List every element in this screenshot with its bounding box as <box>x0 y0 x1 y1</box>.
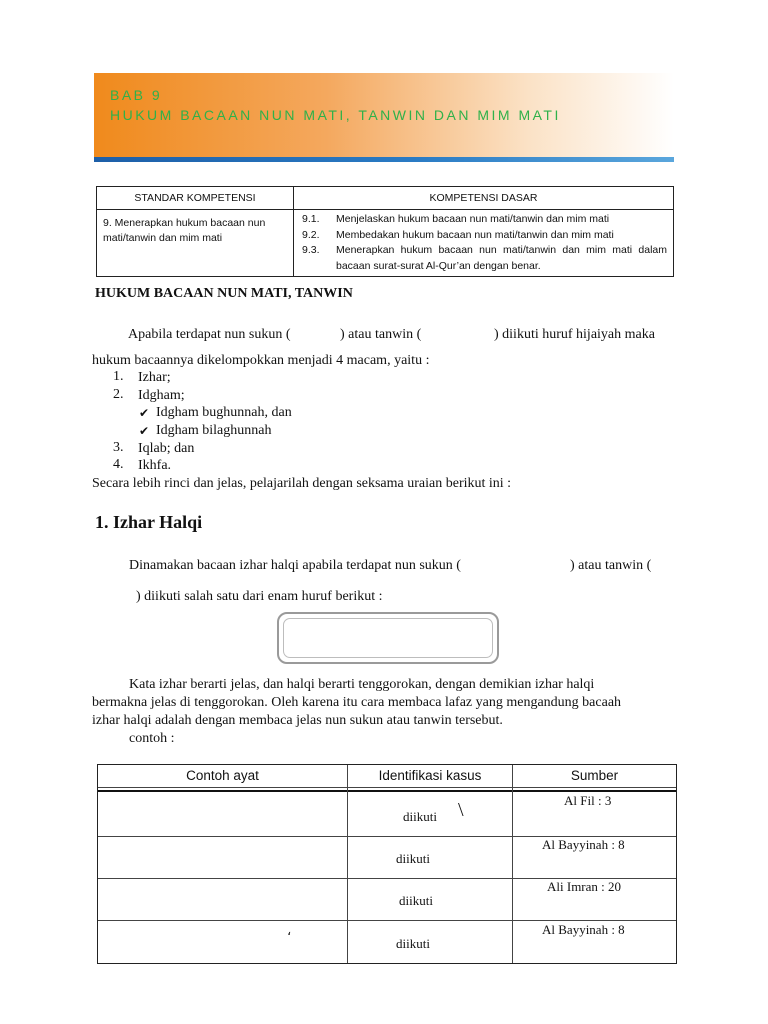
intro-closing: Secara lebih rinci dan jelas, pelajarilah dengan seksama uraian berikut ini : <box>92 476 512 491</box>
list-item-iqlab: Iqlab; dan <box>138 441 195 456</box>
list-number: 1. <box>113 369 124 384</box>
izhar-explain-2: bermakna jelas di tenggorokan. Oleh karena itu cara membaca lafaz yang mengandung bacaah <box>92 695 622 710</box>
competency-item: 9.2. Membedakan hukum bacaan nun mati/tanwin dan mim mati <box>302 228 614 241</box>
list-number: 3. <box>113 440 124 455</box>
row-kasus: diikuti <box>403 809 437 824</box>
intro-line2: hukum bacaannya dikelompokkan menjadi 4 macam, yaitu : <box>92 353 430 368</box>
list-number: 2. <box>113 387 124 402</box>
basic-competency-header: KOMPETENSI DASAR <box>294 187 674 210</box>
check-icon: ✔ <box>139 406 150 420</box>
izhar-title: 1. Izhar Halqi <box>95 512 203 532</box>
chapter-banner <box>94 73 674 157</box>
list-item-ikhfa: Ikhfa. <box>138 458 172 473</box>
contoh-label: contoh : <box>129 731 175 746</box>
row-sumber: Al Bayyinah : 8 <box>542 837 625 852</box>
competency-item: 9.1. Menjelaskan hukum bacaan nun mati/tanwin dan mim mati <box>302 213 610 225</box>
letters-frame <box>277 612 499 664</box>
header-identifikasi: Identifikasi kasus <box>378 768 482 783</box>
row-mark: \ <box>458 799 464 821</box>
banner-rule <box>94 157 674 162</box>
list-item-izhar: Izhar; <box>138 370 171 385</box>
row-kasus: diikuti <box>396 936 430 951</box>
section-heading: HUKUM BACAAN NUN MATI, TANWIN <box>95 286 353 301</box>
check-icon: ✔ <box>139 424 150 438</box>
chapter-number: BAB 9 <box>110 87 163 103</box>
intro-part-a: Apabila terdapat nun sukun ( <box>128 327 291 342</box>
standard-header: STANDAR KOMPETENSI <box>97 187 294 210</box>
list-number: 4. <box>113 457 124 472</box>
sublist-item: Idgham bilaghunnah <box>156 423 272 438</box>
row-kasus: diikuti <box>399 893 433 908</box>
header-contoh-ayat: Contoh ayat <box>186 768 259 783</box>
row-ayat: ، <box>287 923 292 938</box>
competency-item: 9.3. Menerapkan hukum bacaan nun mati/tanwin dan mim mati dalam bacaan surat-surat Al-Qur’an dengan benar. <box>302 244 667 272</box>
basic-competency-cell <box>294 210 674 277</box>
list-item-idgham: Idgham; <box>138 388 185 403</box>
izhar-def-a: Dinamakan bacaan izhar halqi apabila terdapat nun sukun ( <box>129 558 461 573</box>
header-sumber: Sumber <box>570 768 619 783</box>
row-sumber: Al Bayyinah : 8 <box>542 922 625 937</box>
row-kasus: diikuti <box>396 851 430 866</box>
izhar-explain-3: izhar halqi adalah dengan membaca jelas nun sukun atau tanwin tersebut. <box>92 713 503 728</box>
row-sumber: Al Fil : 3 <box>564 793 612 808</box>
chapter-title: HUKUM BACAAN NUN MATI, TANWIN DAN MIM MATI <box>110 107 561 123</box>
izhar-explain-1: Kata izhar berarti jelas, dan halqi berarti tenggorokan, dengan demikian izhar halqi <box>129 677 595 692</box>
competency-table <box>96 186 674 277</box>
row-sumber: Ali Imran : 20 <box>547 879 622 894</box>
izhar-def-c: ) diikuti salah satu dari enam huruf berikut : <box>136 589 383 604</box>
intro-part-b: ) atau tanwin ( <box>340 327 422 342</box>
sublist-item: Idgham bughunnah, dan <box>156 405 292 420</box>
intro-part-c: ) diikuti huruf hijaiyah maka <box>494 327 655 342</box>
example-table <box>97 764 677 964</box>
izhar-def-b: ) atau tanwin ( <box>570 558 652 573</box>
standard-cell: 9. Menerapkan hukum bacaan nun mati/tanwin dan mim mati <box>97 210 294 277</box>
